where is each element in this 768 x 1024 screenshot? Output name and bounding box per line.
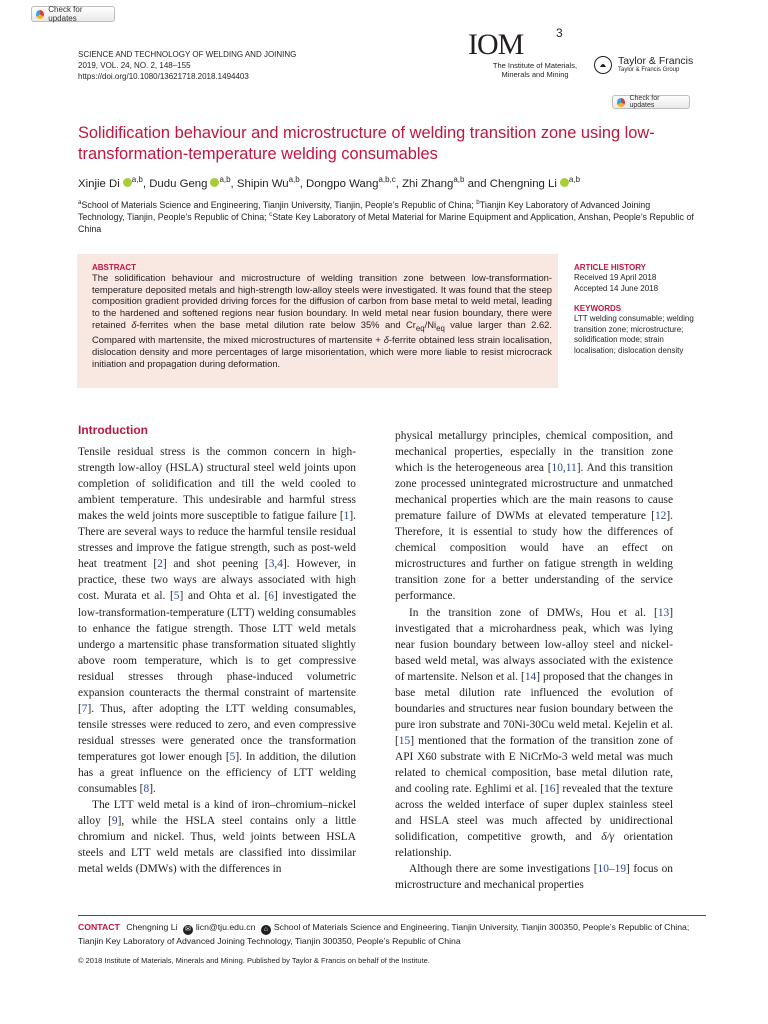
contact-info: [78, 921, 708, 947]
body-paragraph: In the transition zone of DMWs, Hou et al. [13] investigated that a microhardness peak, which was lying near fusion boundary between low-alloy steel and nickel-based weld metal, was always associated with the existence of martensite. Nelson et al. [14] proposed that the changes in base metal dilution rate influenced the evolution of boundaries and structures near fusion boundary between the pure iron substrate and 70Ni-30Cu weld metal. Kejelin et al. [15] mentioned that the formation of the transition zone of API X60 substrate with E NiCrMo-3 weld metal was much related to chemical composition, base metal dilution rate, and cooling rate. Eghlimi et al. [16] revealed that the texture across the welded interface of super duplex stainless steel and HSLA steel was much affected by unidirectional solidification, competitive growth, and δ/γ orientation relationship.: [395, 606, 673, 860]
orcid-icon[interactable]: [560, 178, 569, 187]
email-icon: ✉: [183, 925, 193, 935]
article-title: Solidification behaviour and microstructure of welding transition zone using low-transformation-temperature welding consumables: [78, 124, 655, 163]
keywords-heading: KEYWORDS: [574, 304, 622, 313]
abstract-text: The solidification behaviour and microstructure of welding transition zone between low-transformation-temperature deposited metals and high-strength low-alloy steels were investigated. It was found that the steep composition gradient provided driving forces for the diffusion of carbon from base metal to weld metal, leading to the hardened and softened regions near fusion boundary. In weld metal near fusion boundary, there were retained δ-ferrites when the base metal dilution rate below 35% and $Cr_{eq}/Ni_{eq}$ value larger than 2.62. Compared with martensite, the mixed microstructures of martensite + δ-ferrite obtained less strain localisation, dislocation density and more percentages of large misorientation, which were more liable to resist microcrack initiation and propagation during deformation.: [92, 272, 552, 369]
author-affiliation-mark: a,b: [453, 175, 465, 185]
affiliations: [78, 199, 698, 235]
accepted-date: Accepted 14 June 2018: [574, 283, 659, 293]
author-affiliation-mark: a,b: [219, 175, 231, 185]
contact-address: School of Materials Science and Engineering, Tianjin University, Tianjin 300350, People’s Republic of China; Tianjin Key Laboratory of Advanced Joining Technology, Tianjin 300350, People’s Republic of China: [78, 922, 690, 946]
crossmark-icon: [617, 98, 625, 107]
body-paragraph: Although there are some investigations [10–19] focus on microstructure and mechanical properties: [395, 863, 673, 892]
author-name[interactable]: Chengning Li: [489, 178, 557, 190]
check-for-updates-side[interactable]: [612, 95, 690, 109]
author-name[interactable]: Dongpo Wang: [306, 178, 379, 190]
received-date: Received 19 April 2018: [574, 273, 657, 283]
address-icon: ⌂: [261, 925, 271, 935]
copyright: © 2018 Institute of Materials, Minerals and Mining. Published by Taylor & Francis on behalf of the Institute.: [78, 956, 430, 965]
affiliation-mark: a: [78, 199, 82, 207]
author-name[interactable]: Shipin Wu: [236, 178, 289, 190]
tf-name: Taylor & Francis: [618, 55, 694, 67]
orcid-icon[interactable]: [123, 178, 132, 187]
tf-lamp-icon: [598, 60, 608, 70]
tf-emblem-icon: [594, 56, 612, 74]
affiliation-text: Tianjin Key Laboratory of Advanced Joining Technology, Tianjin, People’s Republic of China;: [78, 200, 651, 222]
taylor-francis-logo: [594, 56, 693, 74]
introduction-heading: Introduction: [78, 423, 148, 437]
left-column: [78, 422, 356, 877]
article-history-heading: ARTICLE HISTORY: [574, 263, 647, 272]
journal-doi[interactable]: https://doi.org/10.1080/13621718.2018.1494403: [78, 72, 249, 81]
author-affiliation-mark: a,b,c: [378, 175, 396, 185]
journal-info: [78, 49, 296, 82]
journal-volume: 2019, VOL. 24, NO. 2, 148–155: [78, 61, 191, 70]
body-paragraph: physical metallurgy principles, chemical composition, and mechanical properties, especially in the transition zone which is the heterogeneous area [10,11]. And this transition zone processed unintegrated microstructure and unmatched mechanical properties which are the main reasons to cause premature failure of DWMs at elevated temperature [12]. Therefore, it is essential to study how the differences of chemical composition would have an effect on microstructures and further on fatigue strength in welding transition zone for a better understanding of the service performance.: [395, 430, 673, 603]
author-separator: ,: [395, 178, 403, 190]
affiliation-mark: b: [476, 199, 480, 207]
affiliation-text: School of Materials Science and Engineering, Tianjin University, Tianjin, People’s Republic of China;: [81, 200, 477, 210]
author-separator: ,: [142, 178, 150, 190]
contact-email[interactable]: licn@tju.edu.cn: [195, 922, 256, 932]
author-separator: and: [464, 178, 490, 190]
journal-name: SCIENCE AND TECHNOLOGY OF WELDING AND JOINING: [78, 50, 297, 59]
iom-sup: 3: [556, 26, 563, 40]
contact-label: CONTACT: [78, 922, 120, 932]
author-affiliation-mark: a,b: [568, 175, 580, 185]
body-paragraph: Tensile residual stress is the common concern in high-strength low-alloy (HSLA) structural steel weld joints upon completion of solidification and till the weld cooled to ambient temperature. This undesirable and harmful stress makes the weld joints more susceptible to fatigue failure [1]. There are several ways to reduce the harmful tensile residual stresses and improve the fatigue strength, such as post-weld heat treatment [2] and shot peening [3,4]. However, in practice, these two ways are always associated with high cost. Murata et al. [5] and Ohta et al. [6] investigated the low-transformation-temperature (LTT) welding consumables to enhance the fatigue strength. Those LTT weld metals undergo a martensitic phase transformation situated slightly above room temperature, which is to get compressive residual stresses through phase-induced volumetric expansion counteracts the thermal constraint of martensite [7]. Thus, after adopting the LTT welding consumables, tensile stresses were reduced to zero, and even compressive residual stresses were generated once the transformation temperatures got lower enough [5]. In addition, the dilution has a great influence on the efficiency of LTT welding consumables [8].: [78, 446, 357, 796]
author-name[interactable]: Xinjie Di: [78, 178, 120, 190]
affiliation-mark: c: [269, 211, 273, 219]
abstract-heading: ABSTRACT: [92, 263, 136, 272]
author-name[interactable]: Dudu Geng: [149, 178, 208, 190]
iom-mark: IOM: [468, 28, 524, 61]
contact-rule: [78, 915, 706, 916]
iom3-logo: [468, 28, 588, 84]
crossmark-icon: [36, 10, 44, 19]
author-separator: ,: [299, 178, 307, 190]
keywords: [574, 304, 704, 356]
tf-group: Taylor & Francis Group: [618, 67, 680, 73]
author-name[interactable]: Zhi Zhang: [402, 178, 454, 190]
iom-caption: [480, 61, 590, 79]
body-paragraph: The LTT weld metal is a kind of iron–chromium–nickel alloy [9], while the HSLA steel contains only a little chromium and nickel. Thus, weld joints between HSLA steels and LTT weld metals are classified into dissimilar metal welds (DMWs) with the differences in: [78, 799, 356, 876]
contact-name: Chengning Li: [126, 922, 178, 932]
author-list: [78, 176, 698, 192]
author-affiliation-mark: a,b: [131, 175, 143, 185]
keywords-text: LTT welding consumable; welding transition zone; microstructure; solidification mode; strain localisation; dislocation density: [574, 314, 694, 355]
article-history: [574, 263, 704, 294]
iom-caption-line2: Minerals and Mining: [501, 70, 569, 79]
check-for-updates-top[interactable]: [31, 6, 115, 22]
iom-caption-line1: The Institute of Materials,: [492, 61, 578, 70]
affiliation-text: State Key Laboratory of Metal Material for Marine Equipment and Application, Anshan, People’s Republic of China: [78, 212, 694, 234]
check-for-updates-label: Check for updates: [48, 5, 83, 23]
author-affiliation-mark: a,b: [288, 175, 300, 185]
right-column: [395, 428, 673, 893]
check-for-updates-label: Check for updates: [629, 95, 660, 109]
author-separator: ,: [230, 178, 237, 190]
